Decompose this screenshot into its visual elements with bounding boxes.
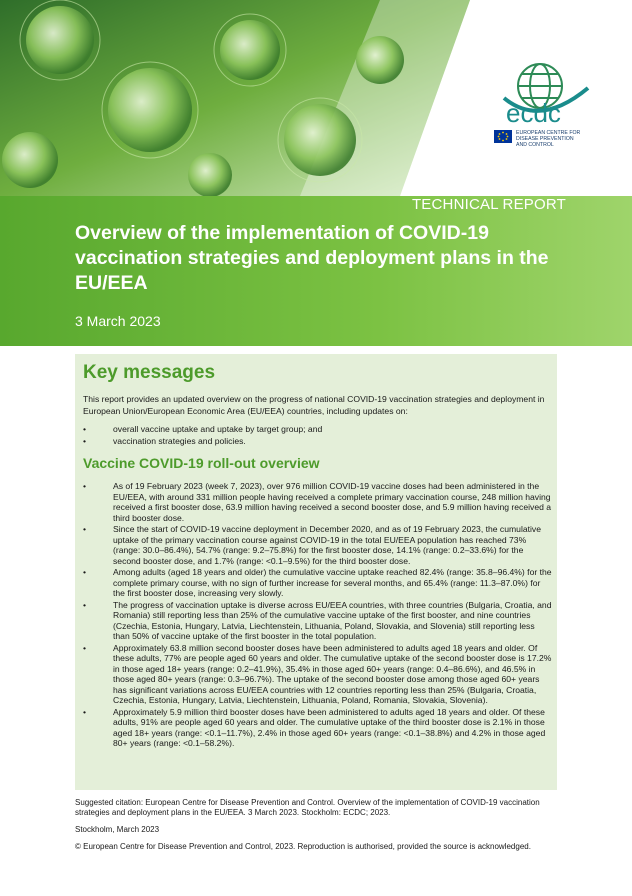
rollout-heading: Vaccine COVID-19 roll-out overview: [83, 455, 320, 471]
key-messages-intro: This report provides an updated overview on the progress of national COVID-19 vaccination strategies and deployment in European Union/European Economic Area (EU/EEA) countries, including updates on:: [83, 394, 545, 416]
ecdc-logo: [492, 58, 602, 154]
svg-text:ecdc: ecdc: [506, 98, 561, 128]
key-messages-box: [75, 354, 557, 790]
copyright-notice: © European Centre for Disease Prevention and Control, 2023. Reproduction is authorised, provided the source is acknowledged.: [75, 842, 531, 851]
key-messages-heading: Key messages: [83, 362, 216, 383]
list-item: • overall vaccine uptake and uptake by target group; and: [75, 423, 555, 435]
list-item: • Approximately 5.9 million third booster doses have been administered to adults aged 18 years and older. Of these adults, 91% are people aged 60 years and older. The cumulative uptake of the third booster dose is 2.1% in those aged 18+ years (range: <0.1–11.7%), 2.4% in those aged 60+ years (range: <0.1–38.8%) and 4.2% in those aged 80+ years (range: <0.1–58.2%).: [75, 707, 553, 749]
svg-text:EUROPEAN CENTRE FOR: EUROPEAN CENTRE FOR: [516, 130, 581, 136]
list-item: • Among adults (aged 18 years and older) the cumulative vaccine uptake reached 82.4% (range: 35.8–96.4%) for the complete primary course, with no sign of further increase for several months, and 65.4% (range: 11.3–87.0%) for the first booster dose, increasing very slowly.: [75, 567, 553, 599]
svg-text:AND CONTROL: AND CONTROL: [516, 142, 554, 148]
ecdc-globe-logo: [492, 58, 602, 154]
footer: [75, 798, 557, 859]
svg-text:DISEASE PREVENTION: DISEASE PREVENTION: [516, 136, 574, 142]
list-item: • As of 19 February 2023 (week 7, 2023), over 976 million COVID-19 vaccine doses had been administered in the EU/EEA, with around 331 million people having received a complete primary vaccination course, 248 million having received a first booster dose, 63.9 million having received a second booster dose, and 5.9 million having received a third booster dose.: [75, 481, 553, 523]
report-type-label: TECHNICAL REPORT: [411, 196, 566, 213]
list-item: • vaccination strategies and policies.: [75, 435, 555, 447]
list-item: • Since the start of COVID-19 vaccine deployment in December 2020, and as of 19 February 2023, the cumulative uptake of the primary vaccination course against COVID-19 in the total EU/EEA population has reached 73% (range: 30.0–86.4%), 54.7% (range: 9.2–75.8%) for the first booster dose, 14.1% (range: 0.2–33.6%) for the second booster dose, and 1.7% (range: <0.1–9.5%) for the third booster dose.: [75, 524, 553, 566]
list-item: • The progress of vaccination uptake is diverse across EU/EEA countries, with three countries (Bulgaria, Croatia, and Romania) still reporting less than 25% of the cumulative vaccine uptake of the first booster, and nine countries (Czechia, Estonia, Hungary, Latvia, Liechtenstein, Lithuania, Poland, Slovakia, and Slovenia) still reporting less than 50% of vaccine uptake of the first booster in the total population.: [75, 600, 553, 642]
rollout-list: [75, 481, 553, 750]
suggested-citation: Suggested citation: European Centre for Disease Prevention and Control. Overview of the implementation of COVID-19 vaccination strategies and deployment plans in the EU/EEA. 3 March 2023. Stockholm: ECDC; 2023.: [75, 798, 540, 817]
list-item: • Approximately 63.8 million second booster doses have been administered to adults aged 18 years and older. Of these adults, 77% are people aged 60 years and older. The cumulative uptake of the second booster dose is 17.2% in those aged 18+ years (range: 0.2–41.9%), 35.4% in those aged 60+ years (range: 0.4–86.6%), and 46.5% in those aged 80+ years (range: 0.3–96.7%). The uptake of the second booster dose among those aged 60+ years has significant variations across EU/EEA countries with 12 countries reporting less than 25% (Bulgaria, Croatia, Czechia, Estonia, Hungary, Latvia, Liechtenstein, Lithuania, Poland, Romania, Slovakia, Slovenia).: [75, 643, 553, 706]
report-date: 3 March 2023: [75, 313, 161, 329]
key-messages-list: [75, 423, 555, 447]
place-date: Stockholm, March 2023: [75, 825, 160, 834]
report-title: Overview of the implementation of COVID-19 vaccination strategies and deployment plans in the EU/EEA: [75, 222, 549, 294]
